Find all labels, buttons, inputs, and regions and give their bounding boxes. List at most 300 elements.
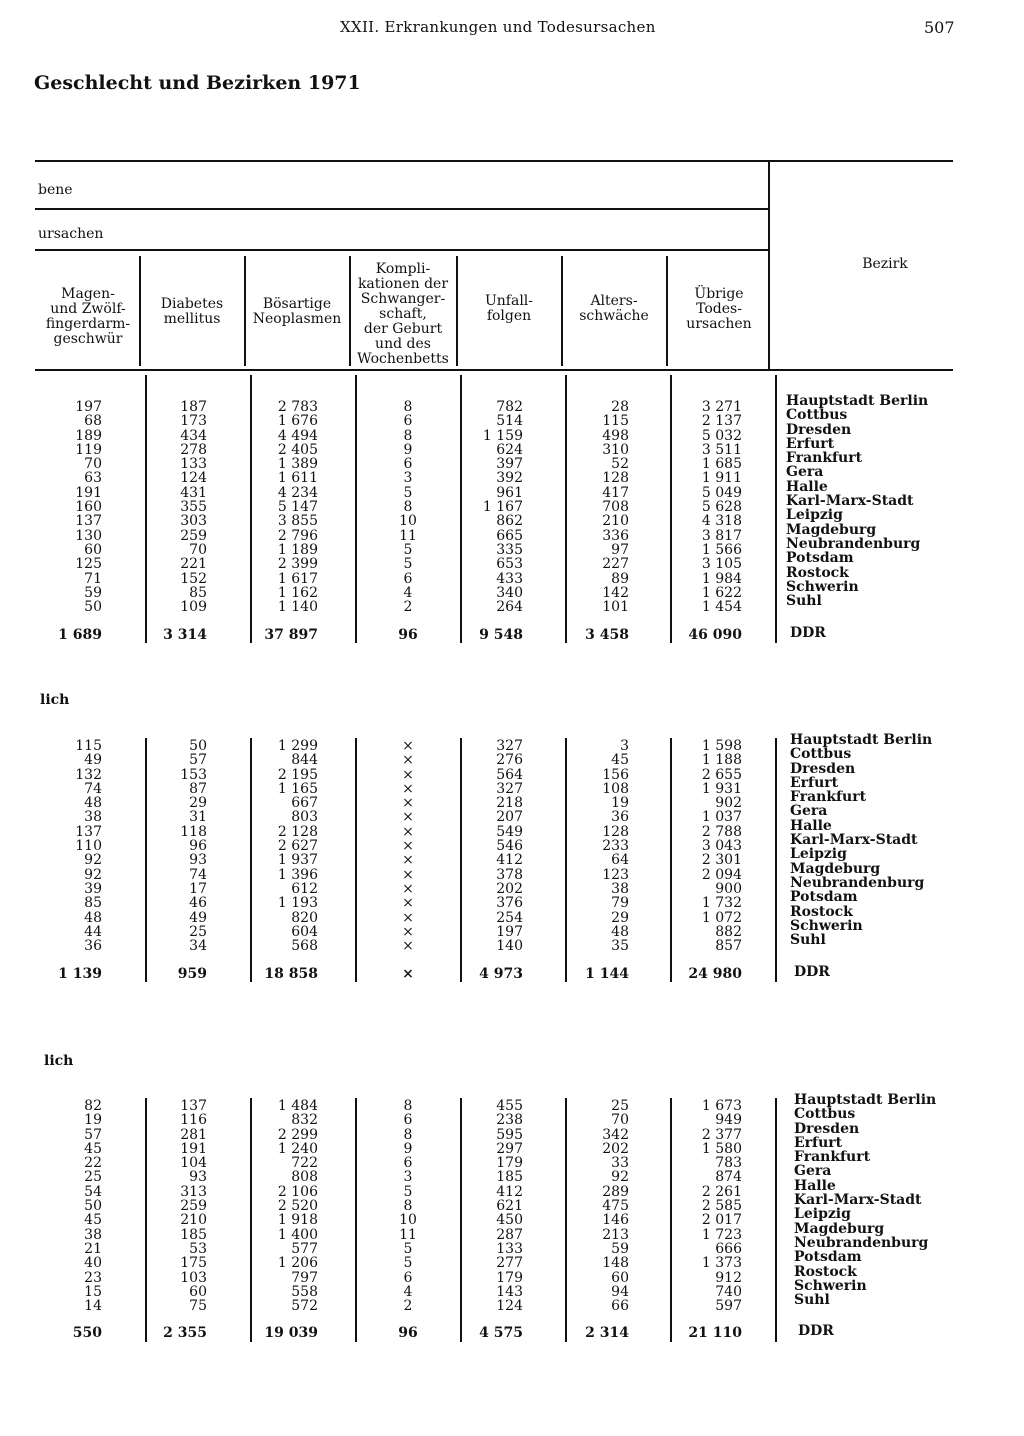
table-cell: 2 137 xyxy=(701,413,742,430)
table-cell: 133 xyxy=(180,456,207,473)
data-column xyxy=(549,739,629,953)
section-label-female: lich xyxy=(44,1053,74,1069)
table-cell: 862 xyxy=(496,513,523,530)
table-cell: 118 xyxy=(180,823,207,840)
data-column xyxy=(662,739,742,953)
table-cell: 3 817 xyxy=(701,527,742,544)
table-cell: 130 xyxy=(75,527,102,544)
table-cell: 89 xyxy=(611,570,629,587)
total-cell: 19 039 xyxy=(264,1325,318,1341)
table-cell: 1 206 xyxy=(277,1255,318,1272)
table-cell: 197 xyxy=(75,399,102,415)
table-cell: 125 xyxy=(75,556,102,573)
table-cell: 53 xyxy=(189,1240,207,1257)
table-cell: 666 xyxy=(715,1240,742,1257)
table-cell: 5 049 xyxy=(701,484,742,501)
table-cell: 54 xyxy=(84,1183,102,1200)
table-cell: 2 261 xyxy=(701,1183,742,1200)
table-cell: 14 xyxy=(84,1298,102,1315)
table-cell: 392 xyxy=(496,470,523,487)
data-column xyxy=(238,1099,318,1313)
total-cell: 9 548 xyxy=(479,627,523,643)
table-cell: 132 xyxy=(75,766,102,783)
table-cell: 57 xyxy=(189,752,207,769)
table-cell: 197 xyxy=(496,923,523,940)
table-cell: 2 585 xyxy=(701,1198,742,1215)
table-top-rule xyxy=(35,160,953,162)
table-cell: × xyxy=(402,938,414,955)
table-cell: 19 xyxy=(84,1112,102,1129)
table-cell: 143 xyxy=(496,1283,523,1300)
table-cell: 376 xyxy=(496,895,523,912)
total-cell: 4 575 xyxy=(479,1325,523,1341)
district-name: Karl-Marx-Stadt xyxy=(794,1192,922,1209)
table-cell: 303 xyxy=(180,513,207,530)
district-name: Erfurt xyxy=(786,435,835,452)
table-cell: 48 xyxy=(84,909,102,926)
table-cell: 310 xyxy=(602,441,629,458)
table-cell: 5 xyxy=(403,1255,413,1272)
district-name: Magdeburg xyxy=(794,1220,885,1237)
table-cell: 558 xyxy=(291,1283,318,1300)
table-cell: 2 405 xyxy=(277,441,318,458)
table-cell: 9 xyxy=(403,441,413,458)
table-cell: 2 195 xyxy=(277,766,318,783)
table-cell: 1 566 xyxy=(701,541,742,558)
table-cell: 2 520 xyxy=(277,1198,318,1215)
table-cell: 604 xyxy=(291,923,318,940)
table-cell: 1 937 xyxy=(277,852,318,869)
table-cell: 4 xyxy=(403,584,413,601)
table-cell: 1 240 xyxy=(277,1140,318,1157)
district-name: Magdeburg xyxy=(790,860,881,877)
column-rule xyxy=(355,738,357,982)
table-cell: 1 676 xyxy=(277,413,318,430)
table-cell: 104 xyxy=(180,1155,207,1172)
table-cell: 25 xyxy=(189,923,207,940)
table-cell: 1 396 xyxy=(277,866,318,883)
table-cell: 5 032 xyxy=(701,427,742,444)
table-cell: 4 494 xyxy=(277,427,318,444)
table-cell: × xyxy=(402,852,414,869)
table-cell: 9 xyxy=(403,1140,413,1157)
table-cell: 103 xyxy=(180,1269,207,1286)
district-name: Potsdam xyxy=(790,889,858,906)
district-name: Halle xyxy=(786,478,828,495)
district-name: Potsdam xyxy=(786,550,854,567)
table-cell: 2 655 xyxy=(701,766,742,783)
table-cell: 202 xyxy=(602,1140,629,1157)
table-cell: 35 xyxy=(611,938,629,955)
table-cell: 210 xyxy=(602,513,629,530)
table-rule-2 xyxy=(35,208,768,210)
table-cell: 185 xyxy=(180,1226,207,1243)
table-cell: × xyxy=(402,880,414,897)
table-cell: 23 xyxy=(84,1269,102,1286)
table-cell: 38 xyxy=(84,809,102,826)
total-cell: 37 897 xyxy=(264,627,318,643)
table-cell: 87 xyxy=(189,780,207,797)
table-cell: 564 xyxy=(496,766,523,783)
table-cell: 25 xyxy=(611,1098,629,1114)
table-cell: 2 377 xyxy=(701,1126,742,1143)
total-cell: 3 314 xyxy=(163,627,207,643)
table-cell: 1 189 xyxy=(277,541,318,558)
total-cell: 959 xyxy=(177,966,207,982)
table-cell: × xyxy=(402,780,414,797)
table-cell: 70 xyxy=(84,456,102,473)
table-cell: 202 xyxy=(496,880,523,897)
table-cell: 22 xyxy=(84,1155,102,1172)
table-cell: 133 xyxy=(496,1240,523,1257)
table-cell: 259 xyxy=(180,527,207,544)
data-column xyxy=(378,739,438,953)
table-cell: 412 xyxy=(496,1183,523,1200)
total-cell: 21 110 xyxy=(688,1325,742,1341)
table-cell: 277 xyxy=(496,1255,523,1272)
column-header-diabetes: Diabetes mellitus xyxy=(160,296,224,327)
table-cell: 74 xyxy=(189,866,207,883)
table-cell: 808 xyxy=(291,1169,318,1186)
table-cell: 355 xyxy=(180,499,207,516)
data-column xyxy=(127,739,207,953)
table-cell: 289 xyxy=(602,1183,629,1200)
table-cell: 57 xyxy=(84,1126,102,1143)
district-name: Halle xyxy=(794,1177,836,1194)
table-cell: 40 xyxy=(84,1255,102,1272)
table-cell: 281 xyxy=(180,1126,207,1143)
table-cell: 45 xyxy=(611,752,629,769)
district-name: Rostock xyxy=(794,1263,857,1280)
table-cell: 577 xyxy=(291,1240,318,1257)
table-cell: 1 617 xyxy=(277,570,318,587)
table-cell: 2 128 xyxy=(277,823,318,840)
total-cell: 1 689 xyxy=(58,627,102,643)
table-cell: 803 xyxy=(291,809,318,826)
table-cell: 1 193 xyxy=(277,895,318,912)
table-cell: 259 xyxy=(180,1198,207,1215)
total-cell: 46 090 xyxy=(688,627,742,643)
table-cell: 621 xyxy=(496,1198,523,1215)
table-cell: 137 xyxy=(75,823,102,840)
table-cell: 653 xyxy=(496,556,523,573)
table-cell: 45 xyxy=(84,1140,102,1157)
table-cell: 173 xyxy=(180,413,207,430)
table-cell: 844 xyxy=(291,752,318,769)
table-cell: 595 xyxy=(496,1126,523,1143)
table-cell: 109 xyxy=(180,599,207,616)
section-label-male: lich xyxy=(40,692,70,708)
table-cell: 115 xyxy=(75,738,102,754)
table-cell: 820 xyxy=(291,909,318,926)
total-cell: 550 xyxy=(72,1325,102,1341)
data-column xyxy=(22,739,102,953)
table-cell: 63 xyxy=(84,470,102,487)
district-name: Schwerin xyxy=(790,917,863,934)
table-cell: 667 xyxy=(291,795,318,812)
table-cell: × xyxy=(402,838,414,855)
table-cell: 549 xyxy=(496,823,523,840)
table-cell: 50 xyxy=(84,1198,102,1215)
table-cell: 5 xyxy=(403,484,413,501)
table-cell: 128 xyxy=(602,470,629,487)
district-name: Cottbus xyxy=(790,746,852,763)
table-cell: 1 400 xyxy=(277,1226,318,1243)
total-cell: 3 458 xyxy=(585,627,629,643)
table-cell: × xyxy=(402,795,414,812)
table-cell: 498 xyxy=(602,427,629,444)
district-name: Karl-Marx-Stadt xyxy=(786,493,914,510)
table-cell: 1 484 xyxy=(277,1098,318,1114)
data-column xyxy=(22,1099,102,1313)
column-rule xyxy=(775,1098,777,1342)
table-head-bottom-rule xyxy=(35,369,953,371)
table-cell: 123 xyxy=(602,866,629,883)
table-cell: × xyxy=(402,895,414,912)
table-cell: 101 xyxy=(602,599,629,616)
district-name: Potsdam xyxy=(794,1249,862,1266)
table-cell: 153 xyxy=(180,766,207,783)
table-cell: 327 xyxy=(496,780,523,797)
total-cell: × xyxy=(402,966,414,982)
table-cell: 3 043 xyxy=(701,838,742,855)
table-cell: 1 723 xyxy=(701,1226,742,1243)
table-cell: 4 318 xyxy=(701,513,742,530)
data-column xyxy=(549,1099,629,1313)
table-cell: 218 xyxy=(496,795,523,812)
column-header-pregnancy: Kompli- kationen der Schwanger- schaft, der Geburt und des Wochenbetts xyxy=(357,261,449,367)
table-cell: 1 389 xyxy=(277,456,318,473)
district-name: Leipzig xyxy=(790,846,847,863)
district-name: Rostock xyxy=(790,903,853,920)
table-cell: 85 xyxy=(84,895,102,912)
table-cell: 152 xyxy=(180,570,207,587)
table-cell: 665 xyxy=(496,527,523,544)
table-cell: 8 xyxy=(403,1098,413,1114)
table-cell: 33 xyxy=(611,1155,629,1172)
data-column xyxy=(378,1099,438,1313)
column-header-old-age: Alters- schwäche xyxy=(579,293,649,324)
table-cell: 64 xyxy=(611,852,629,869)
district-total-label: DDR xyxy=(798,1323,834,1339)
table-cell: 3 xyxy=(620,738,629,754)
table-cell: 8 xyxy=(403,427,413,444)
table-cell: 455 xyxy=(496,1098,523,1114)
district-name: Dresden xyxy=(786,421,852,438)
table-cell: 1 611 xyxy=(277,470,318,487)
district-name: Hauptstadt Berlin xyxy=(786,393,929,409)
table-cell: 4 xyxy=(403,1283,413,1300)
table-cell: 797 xyxy=(291,1269,318,1286)
table-cell: 25 xyxy=(84,1169,102,1186)
table-cell: 2 299 xyxy=(277,1126,318,1143)
total-cell: 2 314 xyxy=(585,1325,629,1341)
table-cell: 874 xyxy=(715,1169,742,1186)
table-cell: 2 xyxy=(403,1298,413,1315)
table-cell: 68 xyxy=(84,413,102,430)
table-cell: 38 xyxy=(84,1226,102,1243)
table-cell: 92 xyxy=(611,1169,629,1186)
table-cell: 949 xyxy=(715,1112,742,1129)
table-cell: 221 xyxy=(180,556,207,573)
column-rule xyxy=(355,375,357,643)
sub-label: ursachen xyxy=(38,226,104,242)
table-cell: 3 xyxy=(403,470,413,487)
table-cell: 15 xyxy=(84,1283,102,1300)
table-cell: 2 017 xyxy=(701,1212,742,1229)
table-cell: × xyxy=(402,923,414,940)
table-cell: 49 xyxy=(189,909,207,926)
table-cell: 185 xyxy=(496,1169,523,1186)
table-cell: 31 xyxy=(189,809,207,826)
table-cell: 160 xyxy=(75,499,102,516)
table-cell: 782 xyxy=(496,399,523,415)
table-cell: 3 855 xyxy=(277,513,318,530)
table-cell: 137 xyxy=(180,1098,207,1114)
table-cell: 1 165 xyxy=(277,780,318,797)
running-header: XXII. Erkrankungen und Todesursachen xyxy=(340,18,656,36)
table-cell: 238 xyxy=(496,1112,523,1129)
table-cell: 3 271 xyxy=(701,399,742,415)
table-cell: 297 xyxy=(496,1140,523,1157)
table-cell: 475 xyxy=(602,1198,629,1215)
district-name: Gera xyxy=(786,464,824,481)
table-cell: 207 xyxy=(496,809,523,826)
table-cell: 108 xyxy=(602,780,629,797)
district-name: Frankfurt xyxy=(790,789,867,806)
table-cell: 514 xyxy=(496,413,523,430)
table-cell: 5 147 xyxy=(277,499,318,516)
table-cell: 11 xyxy=(399,1226,417,1243)
table-cell: 60 xyxy=(84,541,102,558)
table-cell: 70 xyxy=(189,541,207,558)
table-cell: 1 167 xyxy=(482,499,523,516)
district-name: Leipzig xyxy=(786,507,843,524)
table-cell: 3 xyxy=(403,1169,413,1186)
table-cell: 1 159 xyxy=(482,427,523,444)
table-cell: 233 xyxy=(602,838,629,855)
table-cell: 832 xyxy=(291,1112,318,1129)
table-cell: 29 xyxy=(189,795,207,812)
table-cell: 412 xyxy=(496,852,523,869)
page-number: 507 xyxy=(924,18,955,37)
table-cell: 96 xyxy=(189,838,207,855)
table-cell: 97 xyxy=(611,541,629,558)
table-cell: 1 373 xyxy=(701,1255,742,1272)
table-cell: 70 xyxy=(611,1112,629,1129)
table-cell: 137 xyxy=(75,513,102,530)
table-cell: 2 301 xyxy=(701,852,742,869)
table-cell: 568 xyxy=(291,938,318,955)
table-cell: 38 xyxy=(611,880,629,897)
table-cell: 6 xyxy=(403,1155,413,1172)
table-cell: 71 xyxy=(84,570,102,587)
table-cell: 146 xyxy=(602,1212,629,1229)
table-cell: 93 xyxy=(189,852,207,869)
total-cell: 1 144 xyxy=(585,966,629,982)
district-name: Leipzig xyxy=(794,1206,851,1223)
table-cell: 431 xyxy=(180,484,207,501)
table-cell: 74 xyxy=(84,780,102,797)
table-cell: 433 xyxy=(496,570,523,587)
table-cell: 1 162 xyxy=(277,584,318,601)
table-cell: 50 xyxy=(84,599,102,616)
table-cell: 6 xyxy=(403,1269,413,1286)
total-cell: 1 139 xyxy=(58,966,102,982)
table-cell: 340 xyxy=(496,584,523,601)
table-cell: 912 xyxy=(715,1269,742,1286)
table-cell: 60 xyxy=(611,1269,629,1286)
table-cell: 1 598 xyxy=(701,738,742,754)
table-cell: 227 xyxy=(602,556,629,573)
district-name: Cottbus xyxy=(794,1106,856,1123)
column-header-neoplasms: Bösartige Neoplasmen xyxy=(252,296,342,327)
table-cell: 85 xyxy=(189,584,207,601)
table-cell: 179 xyxy=(496,1155,523,1172)
table-cell: 327 xyxy=(496,738,523,754)
table-cell: 5 628 xyxy=(701,499,742,516)
data-column xyxy=(443,739,523,953)
column-header-accidents: Unfall- folgen xyxy=(484,293,534,324)
district-total-label: DDR xyxy=(794,964,830,980)
data-column xyxy=(127,1099,207,1313)
table-cell: 1 685 xyxy=(701,456,742,473)
total-cell: 2 355 xyxy=(163,1325,207,1341)
table-cell: 66 xyxy=(611,1298,629,1315)
table-cell: 92 xyxy=(84,866,102,883)
table-cell: 44 xyxy=(84,923,102,940)
data-column xyxy=(127,400,207,614)
table-cell: 2 xyxy=(403,599,413,616)
table-cell: 28 xyxy=(611,399,629,415)
data-column xyxy=(378,400,438,614)
table-cell: 52 xyxy=(611,456,629,473)
table-cell: 597 xyxy=(715,1298,742,1315)
district-name: Suhl xyxy=(786,593,822,610)
table-cell: 1 299 xyxy=(277,738,318,754)
table-cell: 572 xyxy=(291,1298,318,1315)
table-cell: 5 xyxy=(403,1240,413,1257)
table-cell: 882 xyxy=(715,923,742,940)
table-cell: 110 xyxy=(75,838,102,855)
table-cell: 857 xyxy=(715,938,742,955)
page-title: Geschlecht und Bezirken 1971 xyxy=(34,72,361,94)
district-name: Dresden xyxy=(794,1120,860,1137)
district-name: Cottbus xyxy=(786,407,848,424)
district-name: Magdeburg xyxy=(786,521,877,538)
table-cell: 17 xyxy=(189,880,207,897)
table-cell: 29 xyxy=(611,909,629,926)
table-cell: × xyxy=(402,909,414,926)
table-cell: 450 xyxy=(496,1212,523,1229)
table-cell: 740 xyxy=(715,1283,742,1300)
table-cell: 82 xyxy=(84,1098,102,1114)
total-cell: 96 xyxy=(398,1325,418,1341)
table-cell: 79 xyxy=(611,895,629,912)
table-cell: 94 xyxy=(611,1283,629,1300)
table-cell: 287 xyxy=(496,1226,523,1243)
table-cell: 148 xyxy=(602,1255,629,1272)
bezirk-divider xyxy=(768,162,770,369)
table-cell: 36 xyxy=(611,809,629,826)
table-cell: 10 xyxy=(399,513,417,530)
table-cell: 546 xyxy=(496,838,523,855)
table-cell: 140 xyxy=(496,938,523,955)
data-column xyxy=(238,400,318,614)
table-cell: 124 xyxy=(180,470,207,487)
table-cell: 128 xyxy=(602,823,629,840)
table-cell: 2 399 xyxy=(277,556,318,573)
